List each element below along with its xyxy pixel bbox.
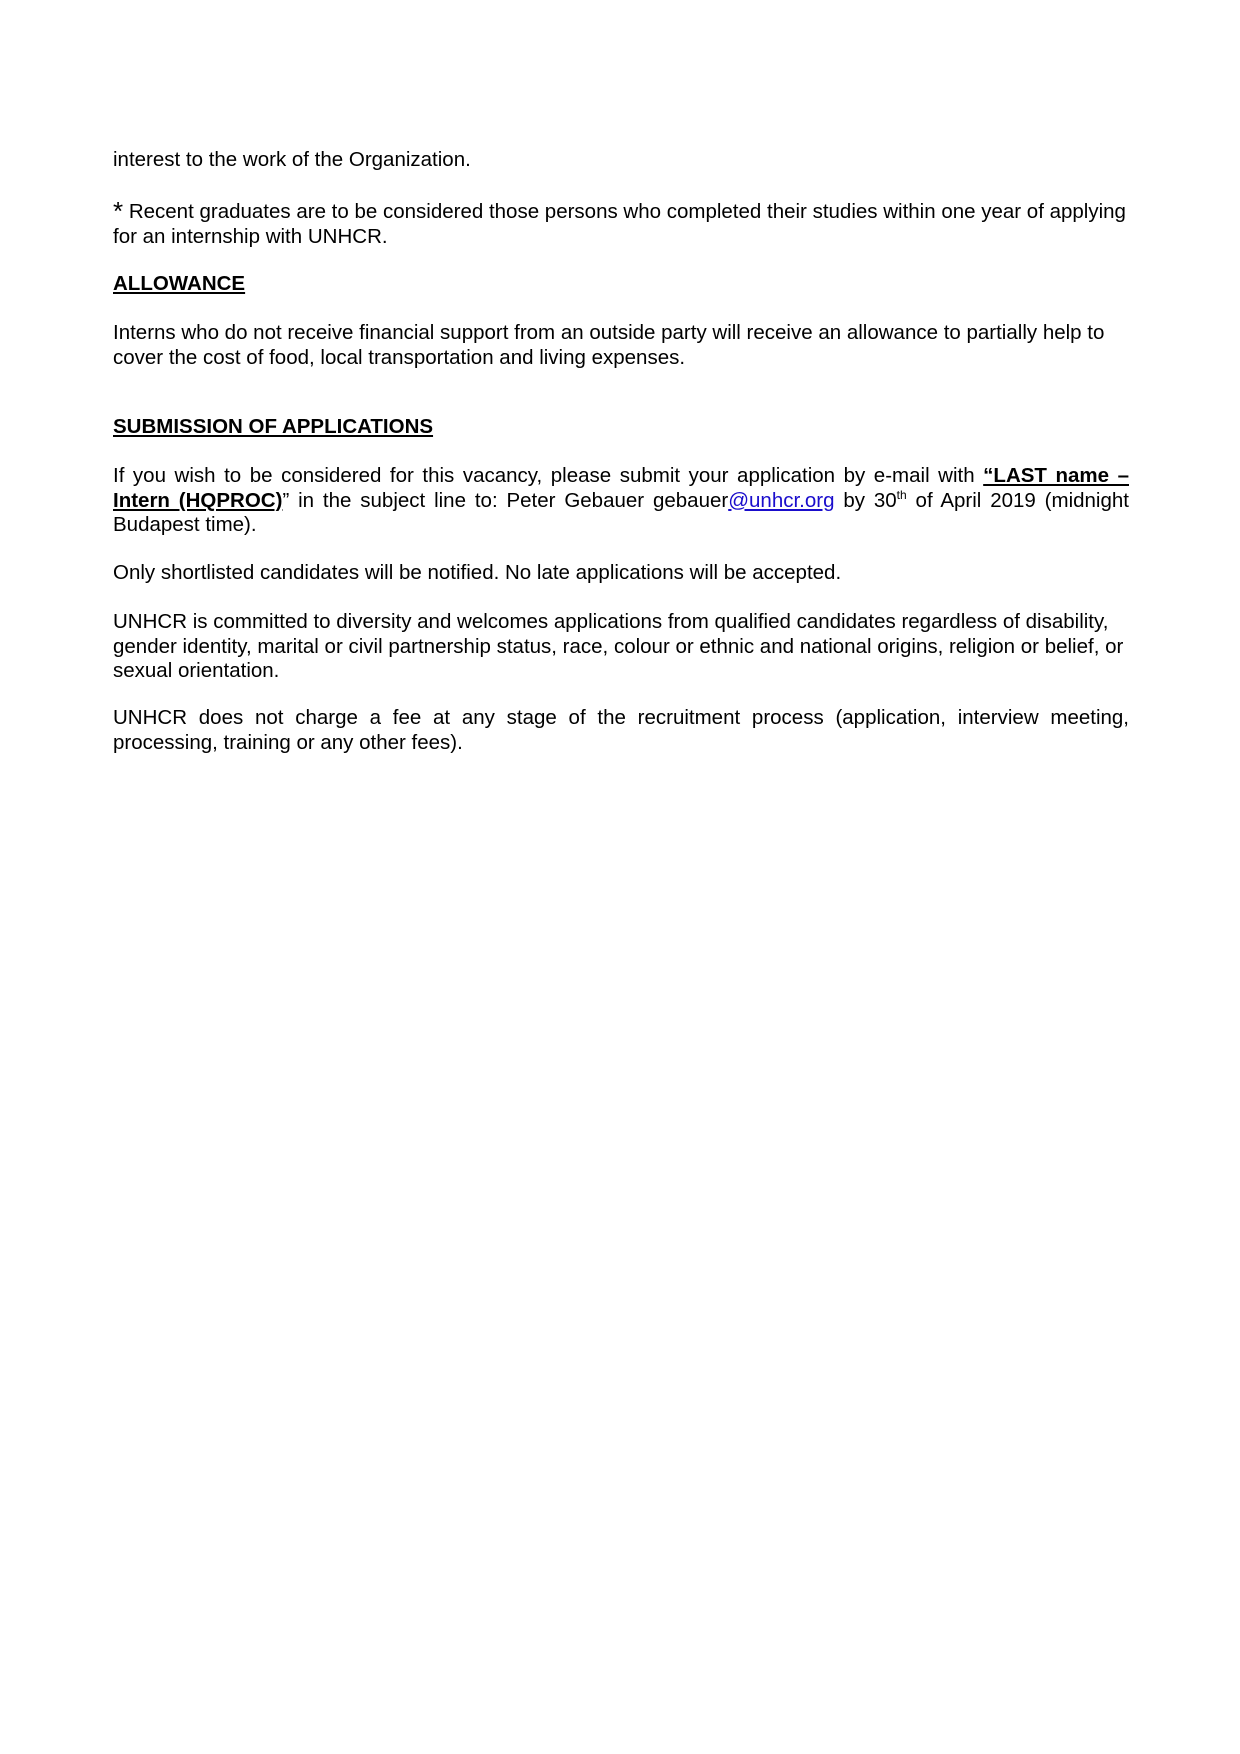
fee-paragraph: UNHCR does not charge a fee at any stage of the recruitment process (application, interview meeting, processing, training or any other fees).	[113, 706, 1129, 754]
submission-recipient: ” in the subject line to: Peter Gebauer gebauer	[282, 488, 729, 512]
paragraph-interest: interest to the work of the Organization.	[113, 148, 471, 171]
footnote-text: Recent graduates are to be considered those persons who completed their studies within one year of applying for an internship with UNHCR.	[113, 200, 1126, 248]
footnote-recent-graduates	[113, 196, 1129, 249]
date-ordinal-suffix: th	[896, 487, 907, 502]
submission-paragraph	[113, 464, 1129, 538]
submission-deadline-day: by 30	[834, 488, 897, 512]
submission-heading: SUBMISSION OF APPLICATIONS	[113, 415, 434, 438]
footnote-marker: *	[113, 196, 124, 226]
email-link[interactable]: @unhcr.org	[728, 488, 835, 512]
allowance-paragraph: Interns who do not receive financial support from an outside party will receive an allowance to partially help to cover the cost of food, local transportation and living expenses.	[113, 321, 1105, 369]
submission-intro: If you wish to be considered for this vacancy, please submit your application by e-mail with	[113, 464, 984, 487]
diversity-paragraph: UNHCR is committed to diversity and welcomes applications from qualified candidates regardless of disability, gender identity, marital or civil partnership status, race, colour or ethnic and national origins, religion or belief, or sexual orientation.	[113, 610, 1124, 682]
submission-deadline-rest: of April 2019 (midnight Budapest time).	[113, 488, 1129, 536]
shortlist-paragraph: Only shortlisted candidates will be notified. No late applications will be accepted.	[113, 561, 842, 584]
allowance-heading: ALLOWANCE	[113, 272, 246, 295]
subject-line-text: “LAST name – Intern (HQPROC)	[113, 464, 1129, 512]
